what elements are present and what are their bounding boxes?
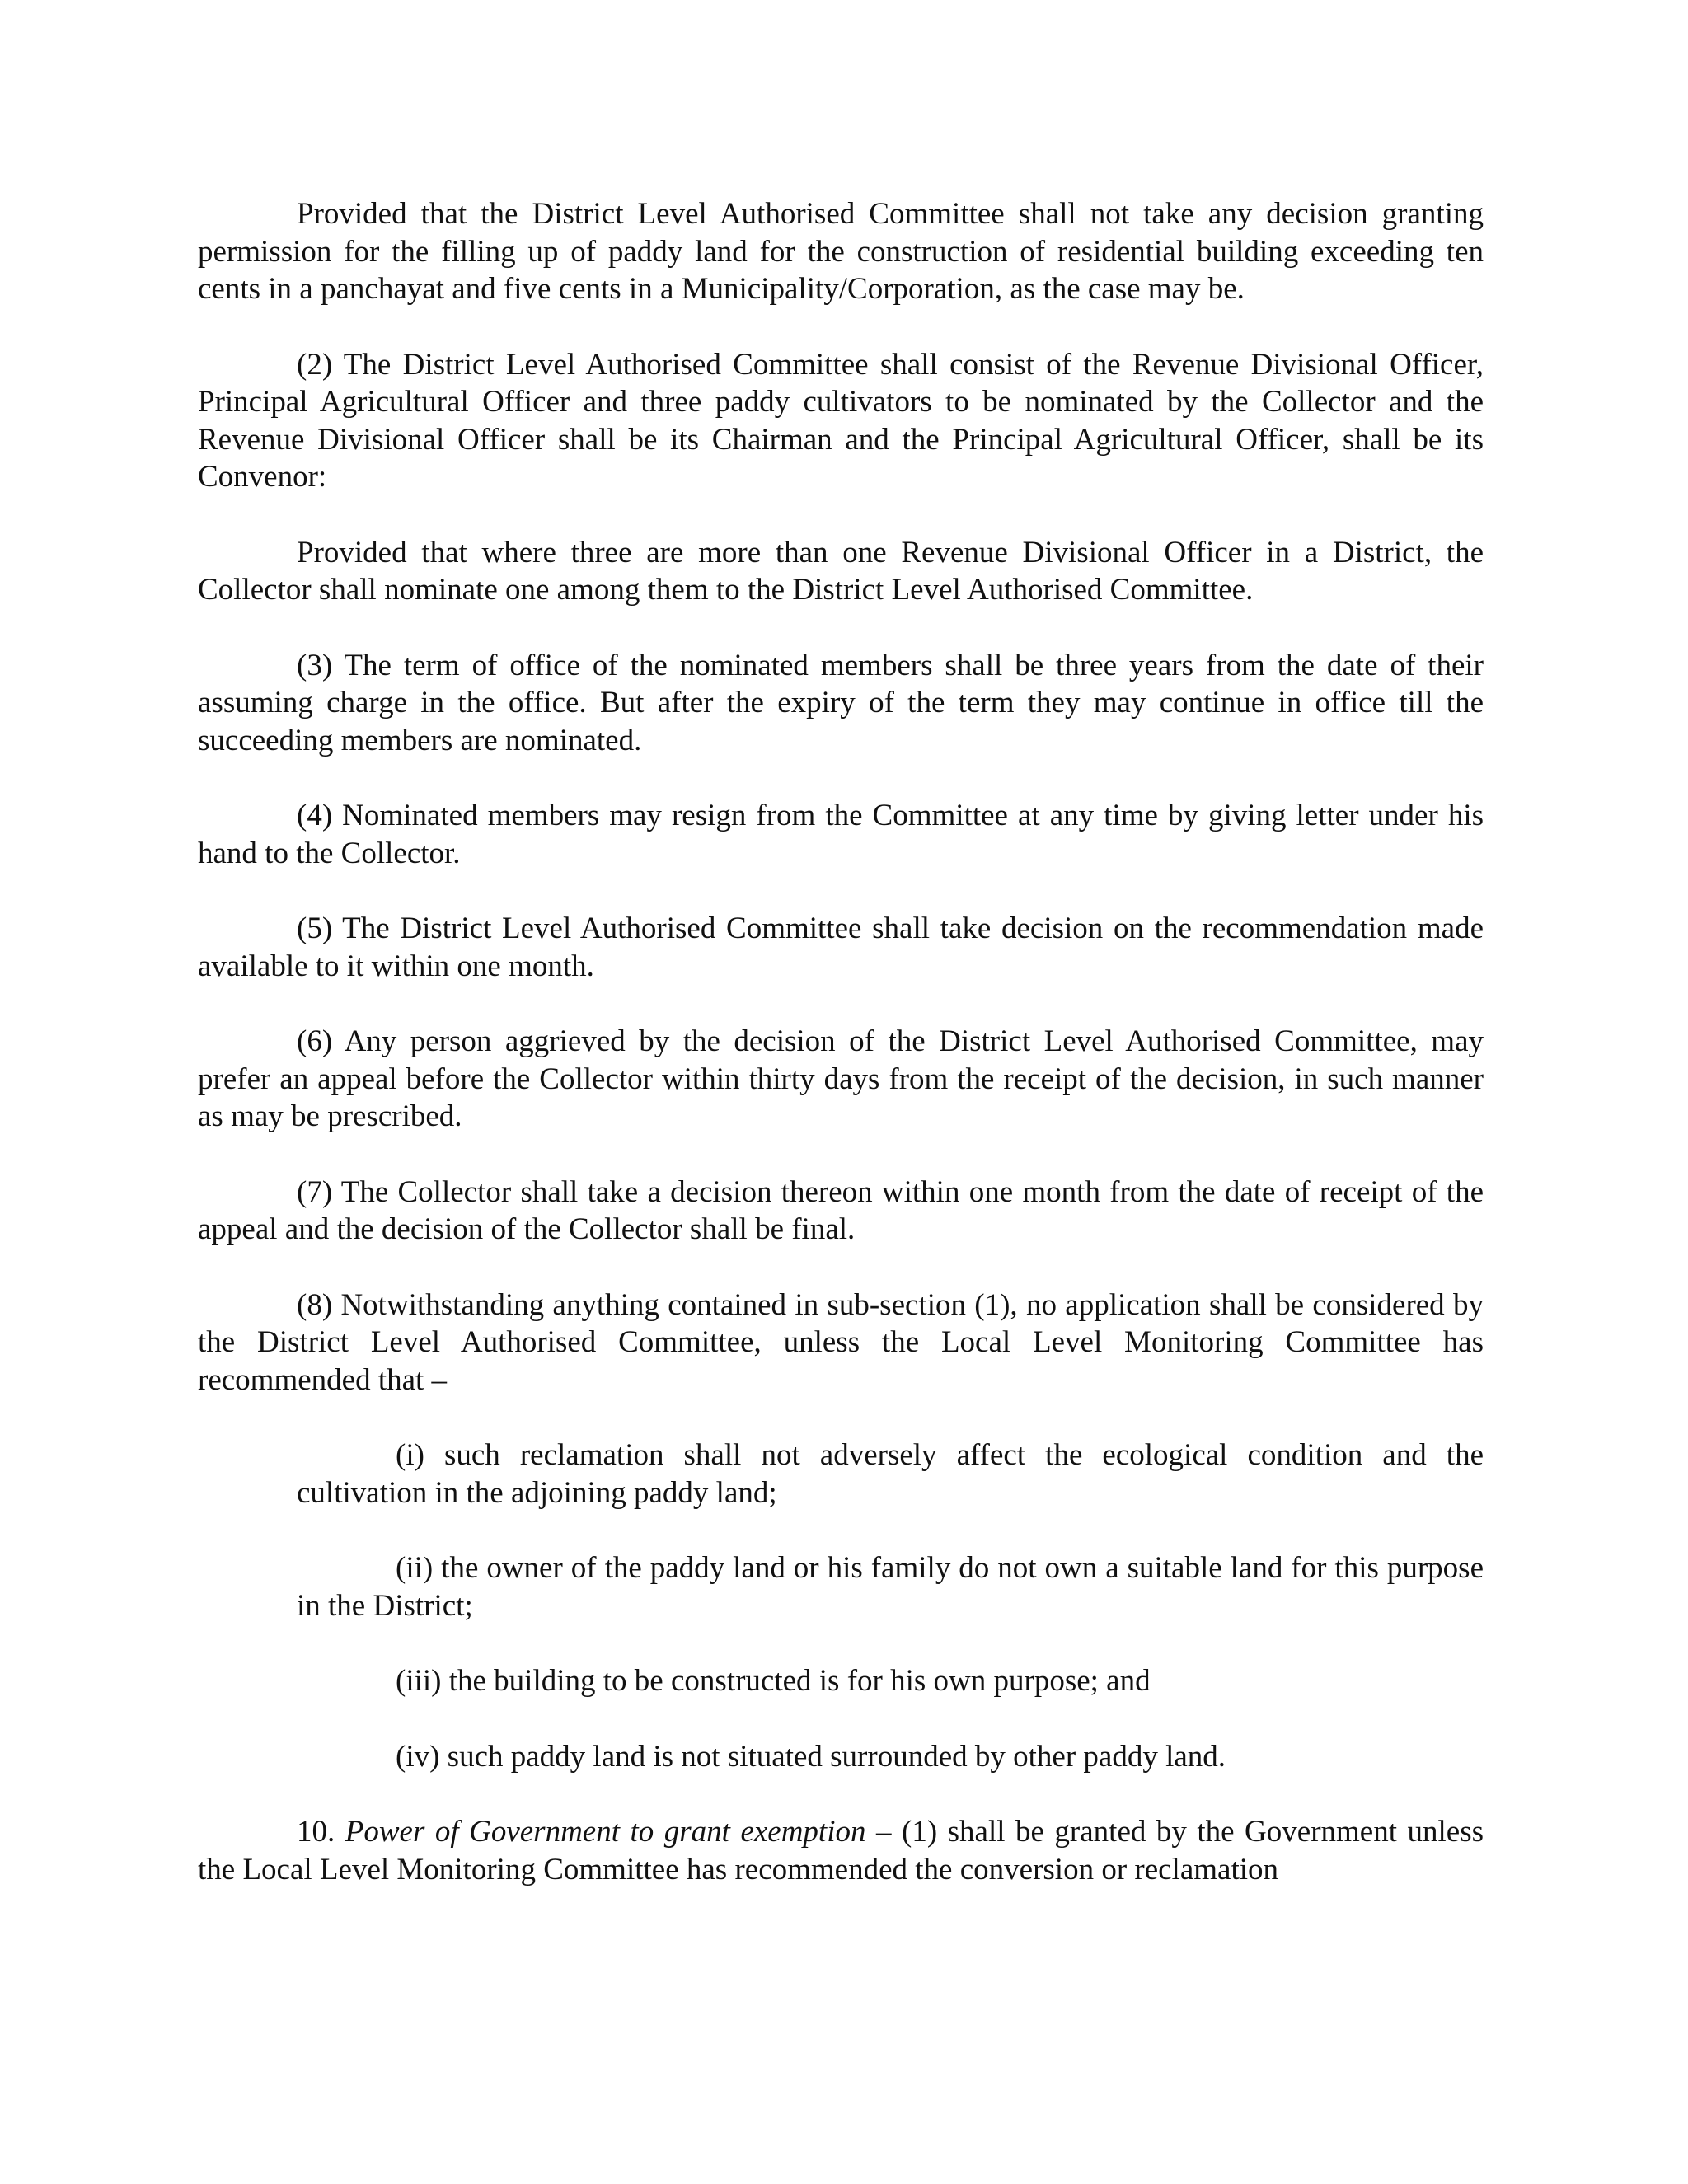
proviso-paragraph-2: Provided that where three are more than one Revenue Divisional Officer in a District, the Collector shall nominate one among them to the District Level Authorised Committee. [198, 535, 1484, 607]
subsection-5-paragraph: (5) The District Level Authorised Committee shall take decision on the recommendation made available to it within one month. [198, 912, 1484, 983]
clause-iii: (iii) the building to be constructed is for his own purpose; and [396, 1664, 1151, 1698]
clause-ii: (ii) the owner of the paddy land or his family do not own a suitable land for this purpose in the District; [297, 1551, 1484, 1623]
clause-iv: (iv) such paddy land is not situated surrounded by other paddy land. [396, 1739, 1226, 1774]
subsection-8-paragraph: (8) Notwithstanding anything contained in sub-section (1), no application shall be considered by the District Level Authorised Committee, unless the Local Level Monitoring Committee has recommended that – [198, 1287, 1484, 1397]
subsection-3-paragraph: (3) The term of office of the nominated members shall be three years from the date of their assuming charge in the office. But after the expiry of the term they may continue in office till the succeeding members are nominated. [198, 648, 1484, 757]
subsection-6-paragraph: (6) Any person aggrieved by the decision of the District Level Authorised Committee, may prefer an appeal before the Collector within thirty days from the receipt of the decision, in such manner as may be prescribed. [198, 1024, 1484, 1133]
section-body: (1) shall be granted by the Government unless the Local Level Monitoring Committee has recommended the conversion or reclamation [198, 1815, 1484, 1886]
subsection-7-paragraph: (7) The Collector shall take a decision thereon within one month from the date of receipt of the appeal and the decision of the Collector shall be final. [198, 1174, 1484, 1246]
subsection-4-paragraph: (4) Nominated members may resign from the Committee at any time by giving letter under his hand to the Collector. [198, 799, 1484, 870]
subsection-2-paragraph: (2) The District Level Authorised Committee shall consist of the Revenue Divisional Officer, Principal Agricultural Officer and three paddy cultivators to be nominated by the Collector and the Revenue Divisional Officer shall be its Chairman and the Principal Agricultural Officer, shall be its Convenor: [198, 347, 1484, 494]
proviso-paragraph-1: Provided that the District Level Authorised Committee shall not take any decision granting permission for the filling up of paddy land for the construction of residential building exceeding ten cents in a panchayat and five cents in a Municipality/Corporation, as the case may be. [198, 197, 1484, 306]
section-dash: – [865, 1815, 902, 1849]
section-10-paragraph [198, 1813, 1484, 1888]
section-heading: Power of Government to grant exemption [345, 1815, 866, 1849]
section-number: 10. [297, 1815, 335, 1849]
clause-i: (i) such reclamation shall not adversely affect the ecological condition and the cultivation in the adjoining paddy land; [297, 1438, 1484, 1510]
document-page [198, 195, 1484, 1888]
